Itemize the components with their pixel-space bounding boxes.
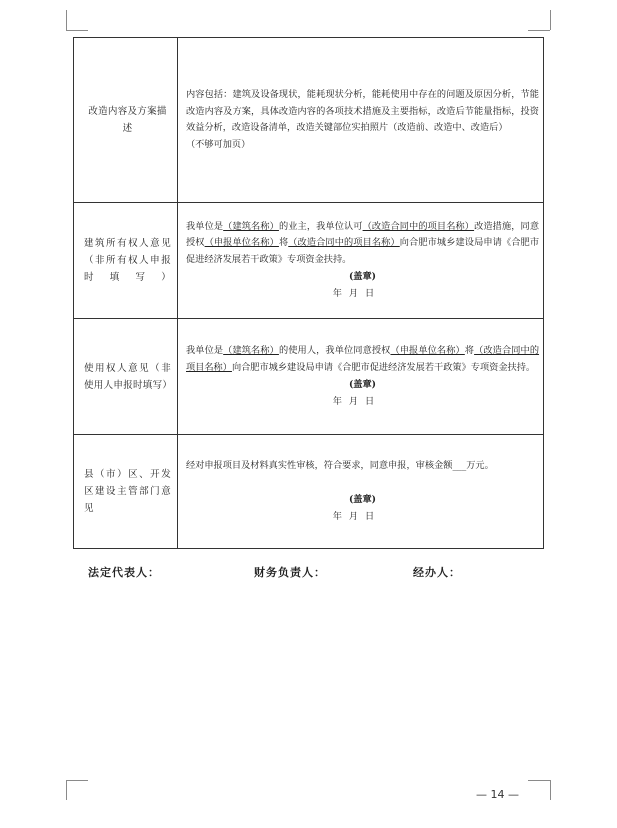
crop-mark-top-right bbox=[528, 30, 550, 31]
county-opinion-text bbox=[186, 458, 539, 475]
user-text-4: 向合肥市城乡建设局申请《合肥市促进经济发展若干政策》专项资金扶持。 bbox=[231, 361, 536, 373]
owner-text-2: 的业主，我单位认可 bbox=[278, 220, 363, 232]
label-owner-opinion: 建筑所有权人意见（非所有权人申报时填写） bbox=[74, 203, 178, 319]
county-date: 年 月 日 bbox=[332, 510, 377, 522]
renovation-content-description: 内容包括：建筑及设备现状，能耗现状分析，能耗使用中存在的问题及原因分析，节能改造内容及方案，具体改造内容的各项技术措施及主要指标，改造后节能量指标，投资效益分析，改造设备清单，改造关键部位实拍照片（改造前、改造中、改造后） bbox=[186, 89, 539, 133]
page-number: — 14 — bbox=[476, 788, 519, 801]
owner-text-1: 我单位是 bbox=[186, 220, 224, 232]
user-text-2: 的使用人，我单位同意授权 bbox=[278, 345, 391, 356]
user-opinion-text bbox=[186, 343, 539, 376]
user-seal: (盖章) bbox=[348, 379, 377, 390]
county-text-1: 经对申报项目及材料真实性审核，符合要求，同意申报，审核金额 bbox=[186, 459, 453, 471]
label-user-opinion: 使用权人意见（非使用人申报时填写） bbox=[74, 319, 178, 435]
renovation-content-note: （不够可加页） bbox=[186, 138, 251, 150]
county-amount-blank: ___ bbox=[452, 459, 467, 471]
owner-field-applicant-name: （申报单位名称） bbox=[204, 237, 279, 249]
owner-field-building-name: （建筑名称） bbox=[223, 220, 279, 232]
row-owner-opinion bbox=[74, 203, 544, 319]
owner-text-5: 向合肥市城乡建设局申请《合肥市促进经济发展若干政策》专项资金扶持。 bbox=[186, 237, 540, 265]
crop-mark-bottom-left bbox=[66, 780, 88, 781]
owner-seal: (盖章) bbox=[348, 271, 377, 283]
owner-text-4: 将 bbox=[278, 237, 289, 249]
user-field-building-name: （建筑名称） bbox=[223, 345, 279, 356]
user-text-3: 将 bbox=[464, 345, 475, 356]
crop-mark-top-right bbox=[550, 10, 551, 30]
cell-renovation-content bbox=[178, 38, 544, 203]
crop-mark-bottom-right bbox=[528, 780, 550, 781]
row-renovation-content bbox=[74, 38, 544, 203]
signature-finance-officer: 财务负责人： bbox=[254, 566, 326, 579]
user-text-1: 我单位是 bbox=[186, 345, 224, 356]
owner-field-project-name: （改造合同中的项目名称） bbox=[362, 220, 475, 232]
user-date: 年 月 日 bbox=[332, 395, 377, 407]
owner-opinion-text bbox=[186, 219, 539, 269]
crop-mark-bottom-left bbox=[66, 780, 67, 800]
owner-date: 年 月 日 bbox=[332, 287, 377, 299]
row-county-opinion bbox=[74, 435, 544, 549]
user-field-project-name: （改造合同中的项目名称） bbox=[186, 345, 540, 373]
crop-mark-bottom-right bbox=[550, 780, 551, 800]
cell-county-opinion bbox=[178, 435, 544, 549]
owner-field-project-name-2: （改造合同中的项目名称） bbox=[288, 237, 400, 249]
application-form-table bbox=[73, 37, 544, 549]
user-field-applicant-name: （申报单位名称） bbox=[390, 345, 465, 356]
cell-owner-opinion bbox=[178, 203, 544, 319]
label-county-opinion: 县（市）区、开发区建设主管部门意见 bbox=[74, 435, 178, 549]
cell-user-opinion bbox=[178, 319, 544, 435]
signature-handler: 经办人： bbox=[413, 566, 461, 579]
crop-mark-top-left bbox=[66, 10, 67, 30]
row-user-opinion bbox=[74, 319, 544, 435]
signature-legal-representative: 法定代表人： bbox=[88, 566, 160, 579]
county-seal: (盖章) bbox=[348, 494, 377, 506]
county-text-2: 万元。 bbox=[466, 459, 494, 471]
owner-text-3: 改造措施，同意授权 bbox=[186, 220, 540, 249]
crop-mark-top-left bbox=[66, 30, 88, 31]
label-renovation-content: 改造内容及方案描述 bbox=[74, 38, 178, 203]
